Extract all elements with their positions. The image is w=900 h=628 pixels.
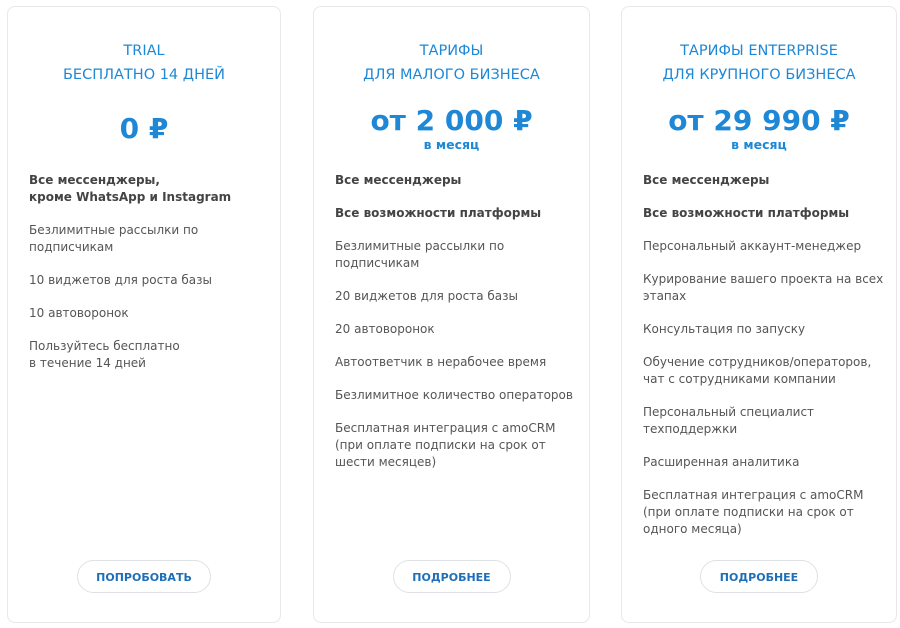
plan-price: от 29 990 ₽ — [668, 104, 850, 137]
feature-item: Персональный аккаунт-менеджер — [643, 239, 862, 253]
feature-item: Персональный специалист техподдержки — [643, 405, 815, 436]
feature-item: Бесплатная интеграция с amoCRM (при оплате подписки на срок от шести месяцев) — [335, 421, 556, 469]
plan-subtitle: ДЛЯ МАЛОГО БИЗНЕСА — [363, 67, 540, 83]
feature-item: Все мессенджеры — [643, 173, 770, 187]
plan-card-trial — [7, 6, 281, 623]
try-button[interactable]: ПОПРОБОВАТЬ — [77, 560, 211, 593]
plan-subtitle: БЕСПЛАТНО 14 ДНЕЙ — [62, 67, 226, 83]
plan-price: 0 ₽ — [119, 112, 169, 145]
price-period: в месяц — [731, 137, 787, 152]
price-period: в месяц — [423, 137, 480, 152]
plan-title — [314, 39, 589, 87]
feature-item: 20 виджетов для роста базы — [335, 289, 518, 303]
feature-item: Автоответчик в нерабочее время — [335, 355, 547, 369]
feature-item: Безлимитное количество операторов — [335, 388, 573, 402]
feature-item: 10 автоворонок — [29, 306, 129, 320]
feature-item: Расширенная аналитика — [643, 455, 800, 469]
plan-card-small-business — [313, 6, 590, 623]
plan-title-line: ТАРИФЫ ENTERPRISE — [680, 43, 838, 59]
plan-title-line: TRIAL — [123, 43, 165, 59]
feature-item: Безлимитные рассылки по подписчикам — [29, 223, 199, 254]
feature-item: Обучение сотрудников/операторов, чат с сотрудниками компании — [643, 355, 872, 386]
plan-price: от 2 000 ₽ — [370, 104, 533, 137]
plan-subtitle: ДЛЯ КРУПНОГО БИЗНЕСА — [662, 67, 856, 83]
feature-item: Бесплатная интеграция с amoCRM (при оплате подписки на срок от одного месяца) — [643, 488, 864, 536]
plan-title — [622, 39, 896, 87]
feature-item: Все возможности платформы — [335, 206, 542, 220]
feature-item: 10 виджетов для роста базы — [29, 273, 212, 287]
plan-card-enterprise — [621, 6, 897, 623]
feature-item: Все возможности платформы — [643, 206, 850, 220]
feature-list — [29, 172, 268, 388]
feature-item: Безлимитные рассылки по подписчикам — [335, 239, 505, 270]
plan-title-line: ТАРИФЫ — [419, 43, 484, 59]
feature-list — [643, 172, 884, 554]
feature-item: Все мессенджеры — [335, 173, 462, 187]
feature-item: Курирование вашего проекта на всех этапах — [643, 272, 884, 303]
more-button[interactable]: ПОДРОБНЕЕ — [393, 560, 511, 593]
plan-title — [8, 39, 280, 87]
more-button[interactable]: ПОДРОБНЕЕ — [700, 560, 818, 593]
feature-item: Пользуйтесь бесплатно в течение 14 дней — [29, 339, 180, 370]
feature-item: Все мессенджеры, кроме WhatsApp и Instagram — [29, 173, 232, 204]
feature-item: Консультация по запуску — [643, 322, 806, 336]
feature-item: 20 автоворонок — [335, 322, 435, 336]
feature-list — [335, 172, 577, 487]
